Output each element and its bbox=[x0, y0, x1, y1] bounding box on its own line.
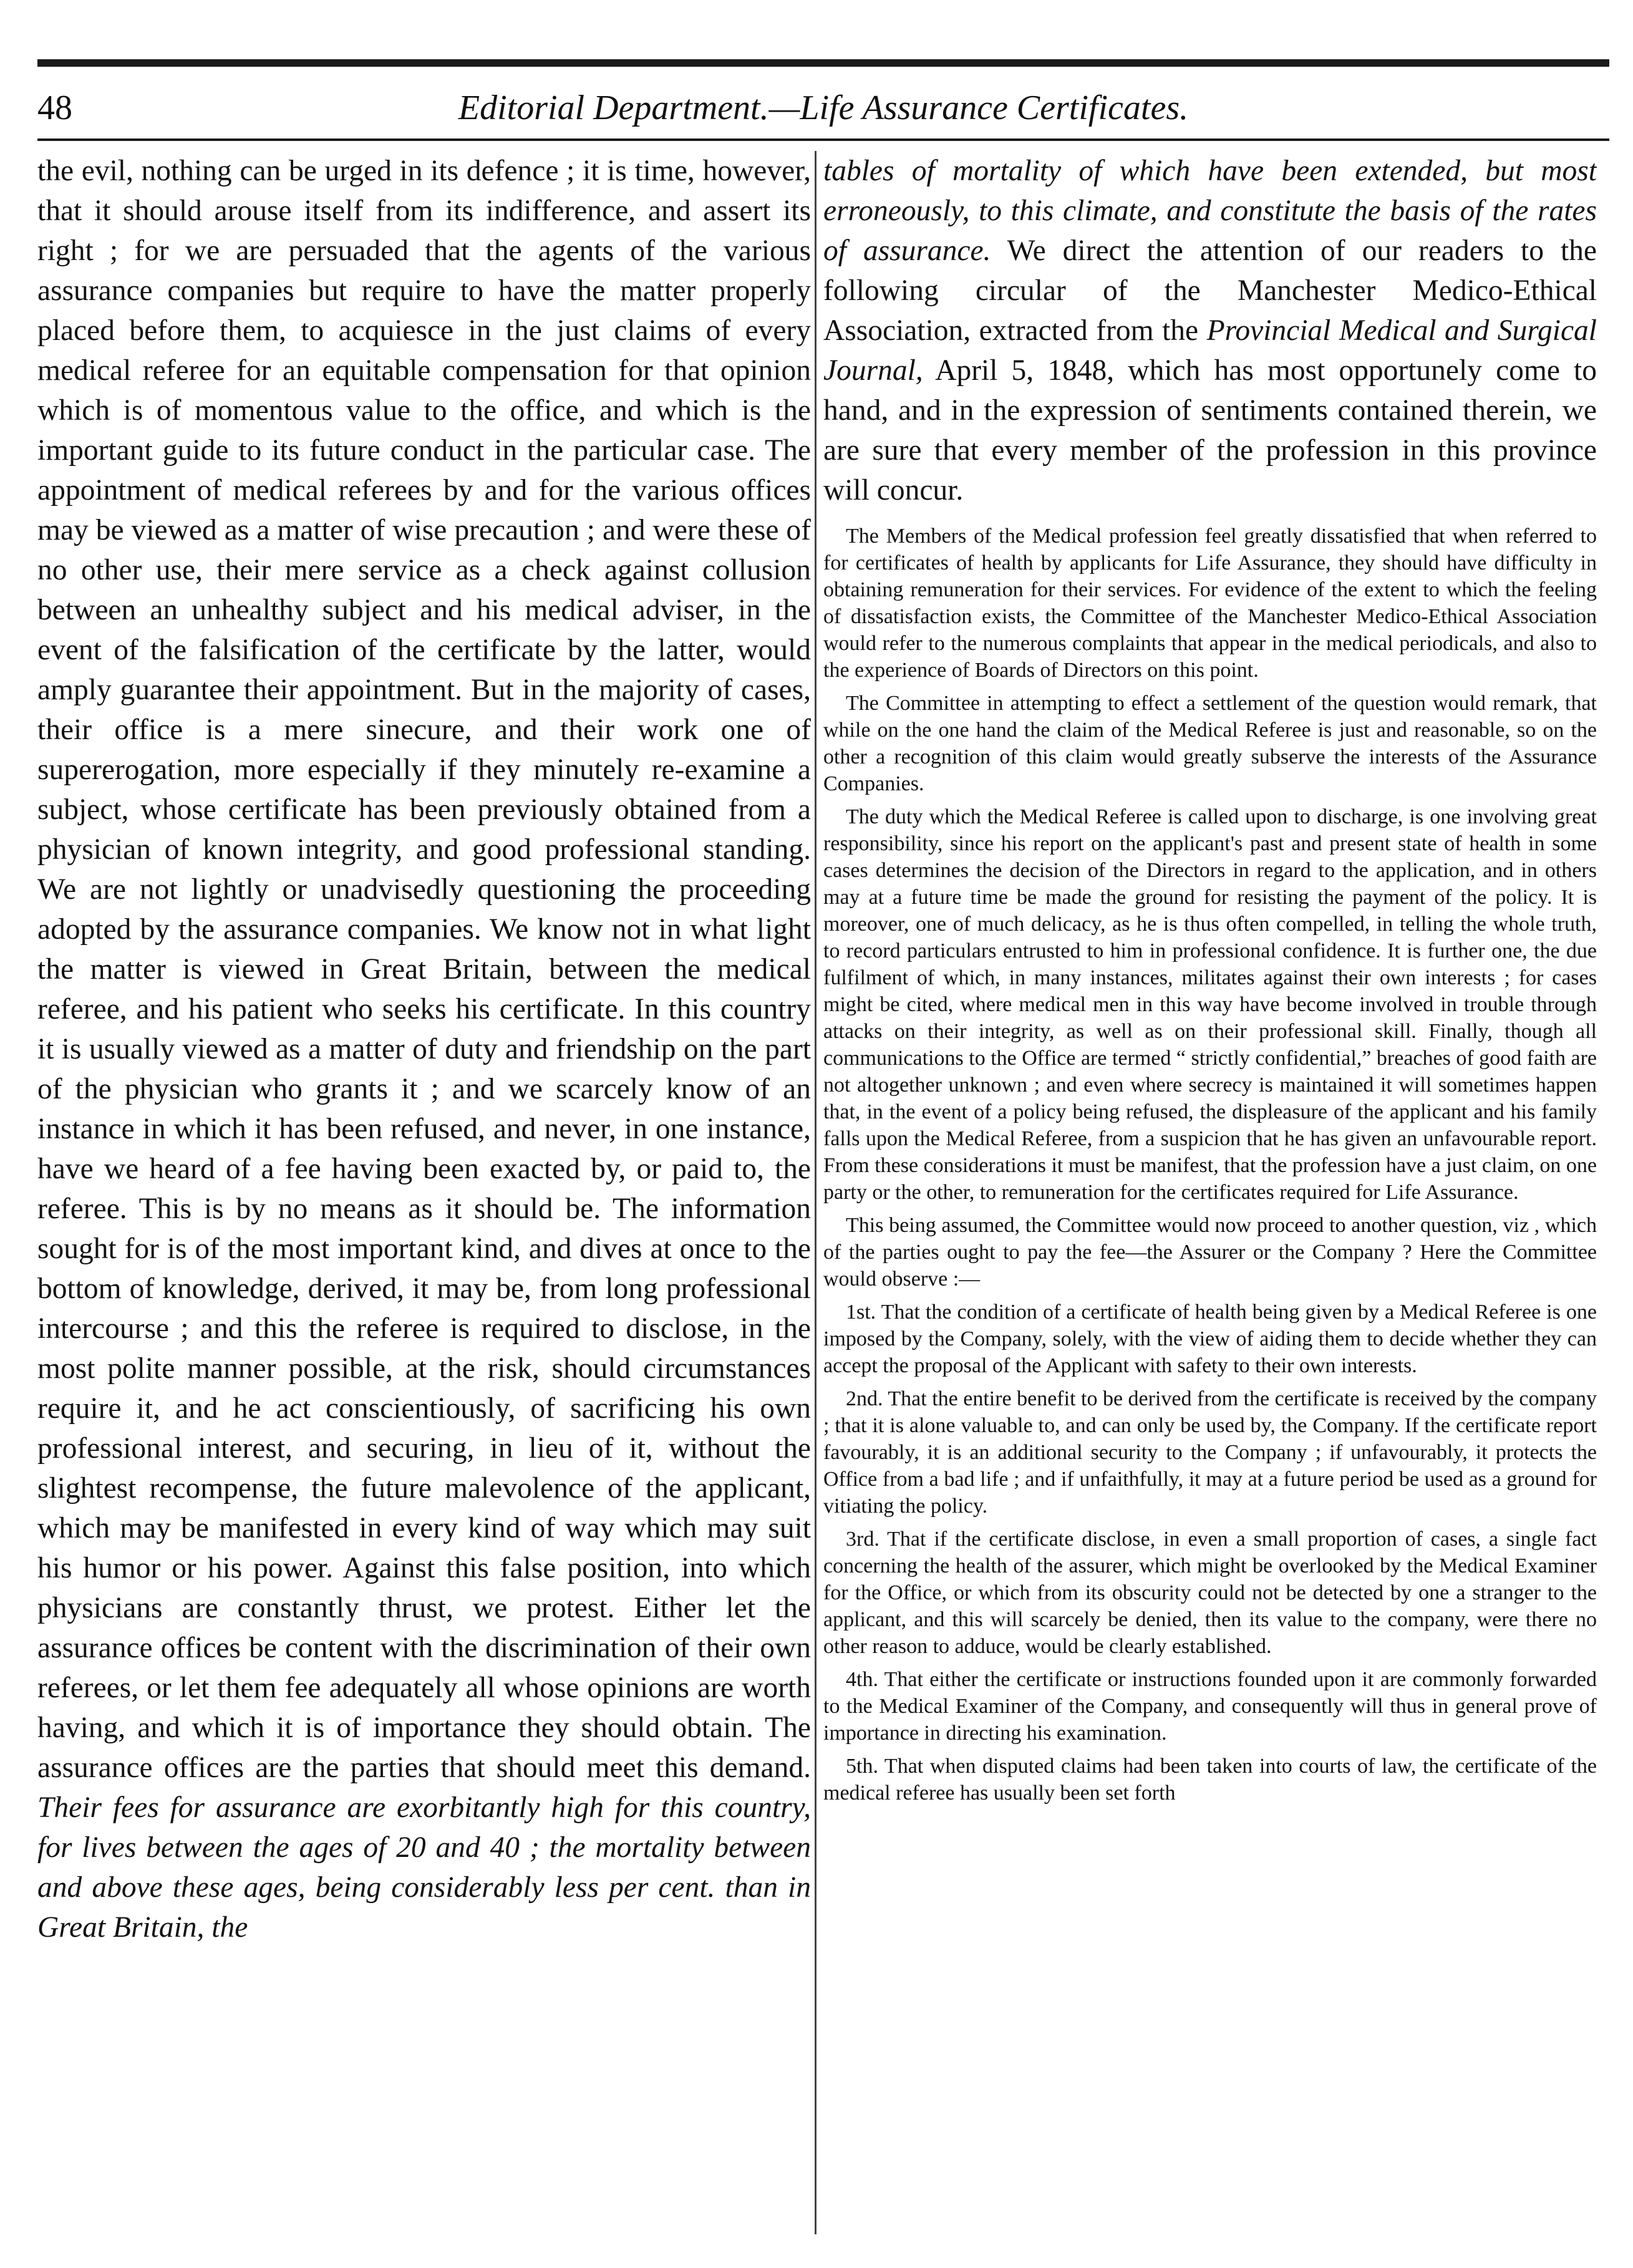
circular-paragraph: 5th. That when disputed claims had been taken into courts of law, the certificate of the medical referee has usually been set forth bbox=[823, 1755, 1597, 1805]
circular-paragraph: 4th. That either the certificate or instructions founded upon it are commonly forwarded to the Medical Examiner of the Company, and consequently will thus in general prove of importance in directing his examination. bbox=[823, 1668, 1597, 1745]
journal-title: Provincial Medical and Surgical Journal, bbox=[823, 314, 1597, 387]
circular-paragraph: The Members of the Medical profession feel greatly dissatisfied that when referred to for certificates of health by applicants for Life Assurance, they should have difficulty in obtaining remuneration for their services. For evidence of the extent to which the feeling of dissatisfaction exists, the Committee of the Manchester Medico-Ethical Association would refer to the numerous complaints that appear in the medical periodicals, and also to the experience of Boards of Directors on this point. bbox=[823, 525, 1597, 682]
right-intro-text-b: April 5, 1848, which has most opportunely come to hand, and in the expression of sentiments contained therein, we are sure that every member of the profession in this province will concur. bbox=[823, 354, 1597, 506]
circular-paragraph: 1st. That the condition of a certificate of health being given by a Medical Referee is one imposed by the Company, solely, with the view of aiding them to decide whether they can accept the proposal of the Applicant with safety to their own interests. bbox=[823, 1301, 1597, 1377]
right-intro-italic: tables of mortality of which have been extended, but most erroneously, to this climate, and constitute the basis of the rates of assurance. bbox=[823, 155, 1597, 267]
right-column bbox=[823, 151, 1597, 2234]
circular-text bbox=[823, 523, 1597, 1806]
running-head: Editorial Department.—Life Assurance Certificates. bbox=[458, 89, 1189, 127]
circular-paragraph: 3rd. That if the certificate disclose, in even a small proportion of cases, a single fact concerning the health of the assurer, which might be overlooked by the Medical Examiner for the Office, or which from its obscurity could not be detected by one a stranger to the applicant, and this will scarcely be denied, then its value to the company, were there no other reason to adduce, would be clearly established. bbox=[823, 1528, 1597, 1658]
left-column bbox=[37, 151, 811, 2234]
page-header bbox=[37, 80, 1609, 136]
circular-paragraph: The duty which the Medical Referee is called upon to discharge, is one involving great responsibility, since his report on the applicant's past and present state of health in some cases determines the decision of the Directors in regard to the application, and in others may at a future time be made the ground for resisting the payment of the policy. It is moreover, one of much delicacy, as he is thus often compelled, in telling the whole truth, to record particulars entrusted to him in professional confidence. It is further one, the due fulfilment of which, in many instances, militates against their own interests ; for cases might be cited, where medical men in this way have become involved in trouble through attacks on their integrity, as well as on their professional skill. Finally, though all communications to the Office are termed “ strictly confidential,” breaches of good faith are not altogether unknown ; and even where secrecy is maintained it will sometimes happen that, in the event of a policy being refused, the displeasure of the applicant and his family falls upon the Medical Referee, from a suspicion that he has given an unfavourable report. From these considerations it must be manifest, that the profession have a just claim, on one party or the other, to remuneration for the certificates required for Life Assurance. bbox=[823, 805, 1597, 1204]
left-text-italic: Their fees for assurance are exorbitantly high for this country, for lives between the ages of 20 and 40 ; the mortality between and above these ages, being considerably less per cent. than in Great Britain, the bbox=[37, 1791, 811, 1944]
page-number: 48 bbox=[37, 89, 72, 127]
circular-paragraph: 2nd. That the entire benefit to be derived from the certificate is received by the company ; that it is alone valuable to, and can only be used by, the Company. If the certificate report favourably, it is an additional security to the Company ; if unfavourably, it protects the Office from a bad life ; and if unfaithfully, it may at a future period be used as a ground for vitiating the policy. bbox=[823, 1387, 1597, 1518]
right-intro-text-a: We direct the attention of our readers to the following circular of the Manchester Medico-Ethical Association, extracted from the bbox=[823, 235, 1597, 347]
right-intro-paragraph bbox=[823, 151, 1597, 510]
left-paragraph bbox=[37, 151, 811, 1947]
circular-paragraph: The Committee in attempting to effect a settlement of the question would remark, that while on the one hand the claim of the Medical Referee is just and reasonable, so on the other a recognition of this claim would greatly subserve the interests of the Assurance Companies. bbox=[823, 692, 1597, 795]
column-divider bbox=[815, 151, 816, 2234]
circular-paragraph: This being assumed, the Committee would now proceed to another question, viz , which of the parties ought to pay the fee—the Assurer or the Company ? Here the Committee would observe :— bbox=[823, 1214, 1597, 1291]
left-text-body: the evil, nothing can be urged in its defence ; it is time, however, that it should arouse itself from its indifference, and assert its right ; for we are persuaded that the agents of the various assurance companies but require to have the matter properly placed before them, to acquiesce in the just claims of every medical referee for an equitable compensation for that opinion which is of momentous value to the office, and which is the important guide to its future conduct in the particular case. The appointment of medical referees by and for the various offices may be viewed as a matter of wise precaution ; and were these of no other use, their mere service as a check against collusion between an unhealthy subject and his medical adviser, in the event of the falsification of the certificate by the latter, would amply guarantee their appointment. But in the majority of cases, their office is a mere sinecure, and their work one of supererogation, more especially if they minutely re-examine a subject, whose certificate has been previously obtained from a physician of known integrity, and good professional standing. We are not lightly or unadvisedly questioning the proceeding adopted by the assurance companies. We know not in what light the matter is viewed in Great Britain, between the medical referee, and his patient who seeks his certificate. In this country it is usually viewed as a matter of duty and friendship on the part of the physician who grants it ; and we scarcely know of an instance in which it has been refused, and never, in one instance, have we heard of a fee having been exacted by, or paid to, the referee. This is by no means as it should be. The information sought for is of the most important kind, and dives at once to the bottom of knowledge, derived, it may be, from long professional intercourse ; and this the referee is required to disclose, in the most polite manner possible, at the risk, should circumstances require it, and he act conscientiously, of sacrificing his own professional interest, and securing, in lieu of it, without the slightest recompense, the future malevolence of the applicant, which may be manifested in every kind of way which may suit his humor or his power. Against this false position, into which physicians are constantly thrust, we protest. Either let the assurance offices be content with the discrimination of their own referees, or let them fee adequately all whose opinions are worth having, and which it is of importance they should obtain. The assurance offices are the parties that should meet this demand. bbox=[37, 155, 811, 1784]
top-rule bbox=[37, 59, 1609, 67]
header-rule bbox=[37, 138, 1609, 141]
